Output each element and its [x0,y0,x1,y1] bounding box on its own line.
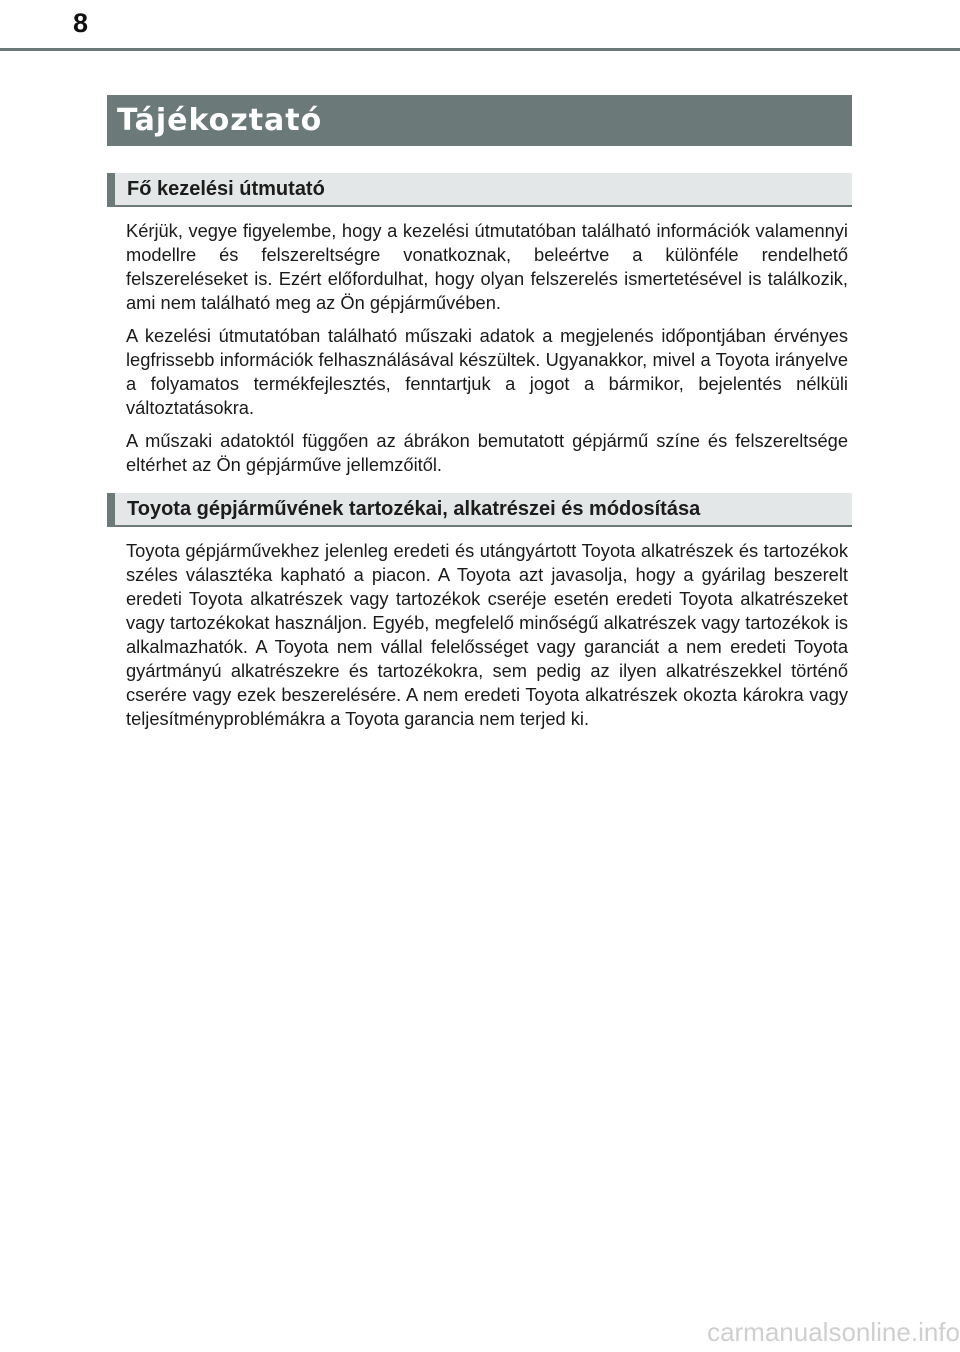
section-body-accessories [126,539,848,740]
chapter-title: Tájékoztató [117,103,323,138]
section-header-main-manual [107,173,852,207]
section-title: Toyota gépjárművének tartozékai, alkatrészei és módosítása [127,497,701,520]
paragraph: A kezelési útmutatóban található műszaki adatok a megjelenés időpontjában érvényes legfrissebb információk felhasználásával készültek. Ugyanakkor, mivel a Toyota irányelve a folyamatos termékfejlesztés, fenntartjuk a jogot a bármikor, bejelentés nélküli változtatásokra. [126,325,848,418]
paragraph: A műszaki adatoktól függően az ábrákon bemutatott gépjármű színe és felszereltsége eltérhet az Ön gépjárműve jellemzőitől. [126,430,848,475]
paragraph: Kérjük, vegye figyelembe, hogy a kezelési útmutatóban található információk valamennyi modellre és felszereltségre vonatkoznak, beleértve a különféle rendelhető felszereléseket is. Ezért előfordulhat, hogy olyan felszerelés ismertetésével is találkozik, ami nem található meg az Ön gépjárművében. [126,220,848,313]
section-body-main-manual [126,219,848,486]
section-title: Fő kezelési útmutató [127,177,325,200]
page-number: 8 [73,8,89,38]
chapter-banner [107,95,852,146]
watermark: carmanualsonline.info [707,1317,960,1347]
section-header-accessories [107,493,852,527]
paragraph: Toyota gépjárművekhez jelenleg eredeti és utángyártott Toyota alkatrészek és tartozékok széles választéka kapható a piacon. A Toyota azt javasolja, hogy a gyárilag beszerelt eredeti Toyota alkatrészek vagy tartozékok cseréje esetén eredeti Toyota alkatrészeket vagy tartozékokat használjon. Egyéb, megfelelő minőségű alkatrészek vagy tartozékok is alkalmazhatók. A Toyota nem vállal felelősséget vagy garanciát a nem eredeti Toyota gyártmányú alkatrészekre és tartozékokra, sem pedig az ilyen alkatrészekkel történő cserére vagy ezek beszerelésére. A nem eredeti Toyota alkatrészek okozta károkra vagy teljesítményproblémákra a Toyota garancia nem terjed ki. [126,540,848,729]
top-rule [0,48,960,51]
